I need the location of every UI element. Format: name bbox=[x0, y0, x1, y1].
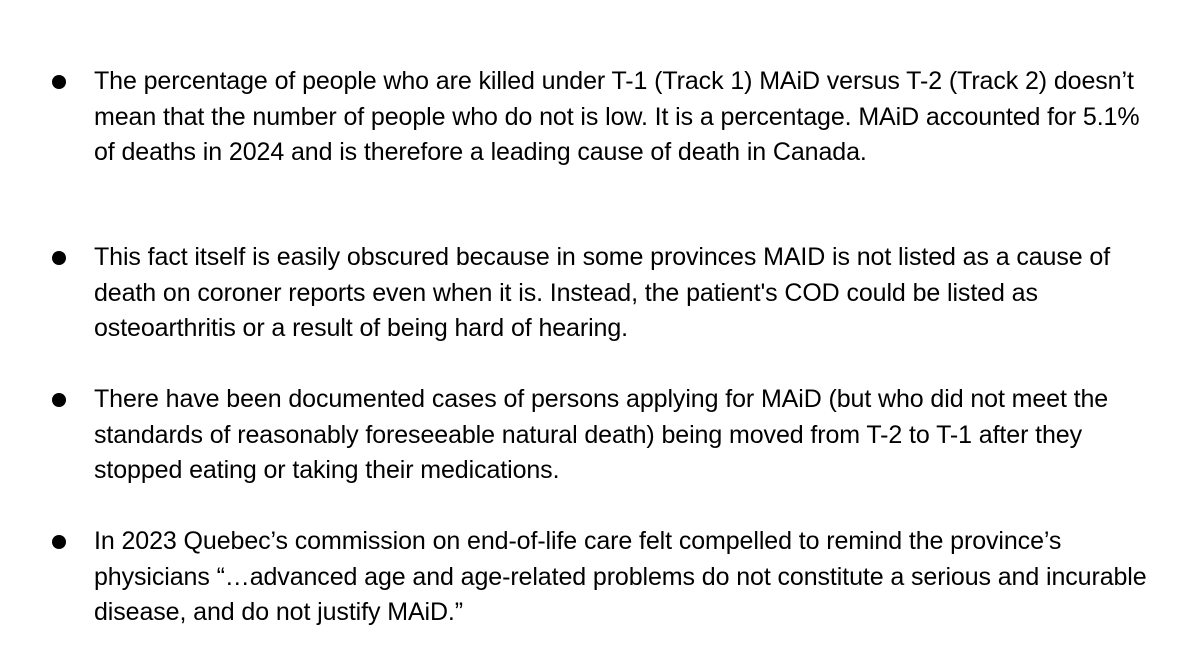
bullet-icon bbox=[52, 75, 66, 89]
bullet-icon bbox=[52, 535, 66, 549]
bullet-icon bbox=[52, 393, 66, 407]
bullet-text: This fact itself is easily obscured because in some provinces MAID is not listed as a cause of death on coroner reports even when it is. Instead, the patient's COD could be listed as osteoarthritis or a result of being hard of hearing. bbox=[94, 243, 1111, 342]
bullet-text: In 2023 Quebec’s commission on end-of-life care felt compelled to remind the province’s physicians “…advanced age and age-related problems do not constitute a serious and incurable disease, and do not justify MAiD.” bbox=[94, 527, 1147, 626]
bullet-icon bbox=[52, 251, 66, 265]
bullet-text: There have been documented cases of persons applying for MAiD (but who did not meet the standards of reasonably foreseeable natural death) being moved from T-2 to T-1 after they stopped eating or taking their medications. bbox=[94, 385, 1109, 484]
bullet-text: The percentage of people who are killed under T-1 (Track 1) MAiD versus T-2 (Track 2) doesn’t mean that the number of people who do not is low. It is a percentage. MAiD accounted for 5.1% of deaths in 2024 and is therefore a leading cause of death in Canada. bbox=[94, 67, 1140, 166]
